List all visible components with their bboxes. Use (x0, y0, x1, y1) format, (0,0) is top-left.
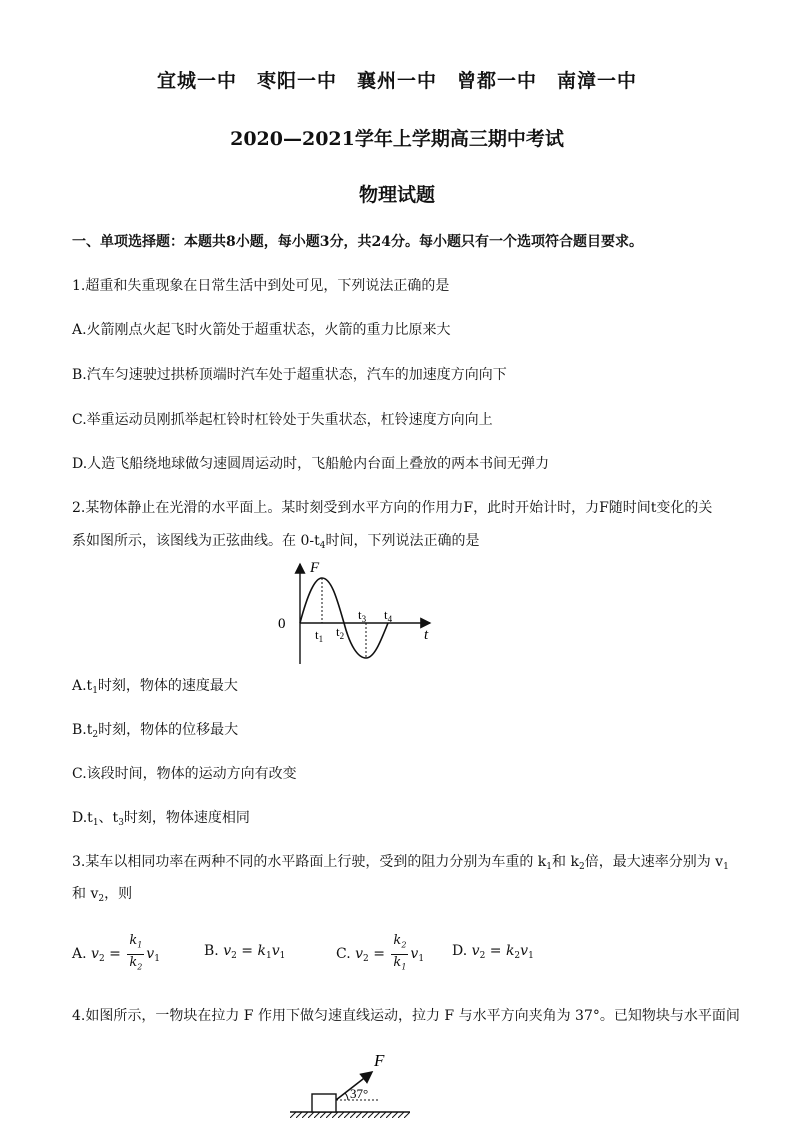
ground-hatch (290, 1112, 410, 1118)
q2-option-c: C.该段时间，物体的运动方向有改变 (72, 766, 297, 782)
block (312, 1094, 336, 1112)
force-label: F (374, 1052, 385, 1070)
q2-option-a: $A.t_1$时刻，物体的速度最大 (72, 678, 238, 696)
q1-option-a: A.火箭刚点火起飞时火箭处于超重状态，火箭的重力比原来大 (72, 322, 451, 338)
exam-title: 2020—2021学年上学期高三期中考试 (230, 128, 564, 150)
graph-y-label: F (310, 560, 320, 576)
q4-stem: 4.如图所示，一物块在拉力 F 作用下做匀速直线运动，拉力 F 与水平方向夹角为 37°。已知物块与水平面间 (72, 1008, 740, 1024)
q1-option-d: D.人造飞船绕地球做匀速圆周运动时，飞船舱内台面上叠放的两本书间无弹力 (72, 456, 550, 472)
q2-stem-line1: 2.某物体静止在光滑的水平面上。某时刻受到水平方向的作用力F，此时开始计时，力F随时间t变化的关 (72, 500, 713, 516)
q1-stem: 1.超重和失重现象在日常生活中到处可见，下列说法正确的是 (72, 278, 450, 294)
angle-arc (345, 1093, 348, 1100)
q3-option-a: A. $v_2$ = $\frac{k_1}{k_2}$ $v_1$ (72, 933, 160, 972)
q3-stem-line1: 3.某车以相同功率在两种不同的水平路面上行驶，受到的阻力分别为车重的 $k_1$和 $k_2$倍，最大速率分别为 $v_1$ (72, 854, 729, 872)
q2-stem-line2: 系如图所示，该图线为正弦曲线。在 $0-t_4$时间，下列说法正确的是 (72, 533, 480, 551)
graph-origin-label: 0 (278, 616, 286, 632)
q2-option-d: $D.t_1$、$t_3$时刻，物体速度相同 (72, 810, 250, 828)
q1-option-b: B.汽车匀速驶过拱桥顶端时汽车处于超重状态，汽车的加速度方向向下 (72, 367, 507, 383)
q4-block-figure (290, 1052, 420, 1123)
graph-t1-label: $t_1$ (315, 627, 324, 644)
graph-x-label: t (424, 627, 429, 643)
sine-curve (300, 578, 388, 658)
q1-option-c: C.举重运动员刚抓举起杠铃时杠铃处于失重状态，杠铃速度方向向上 (72, 412, 493, 428)
angle-label: 37° (350, 1086, 369, 1101)
schools-header: 宜城一中 枣阳一中 襄州一中 曾都一中 南漳一中 (156, 70, 637, 92)
subject-title: 物理试题 (358, 184, 435, 206)
q3-option-d: D. $v_2 = k_2v_1$ (452, 943, 534, 961)
q3-option-c: C. $v_2$ = $\frac{k_2}{k_1}$ $v_1$ (336, 933, 425, 972)
section-heading: 一、单项选择题：本题共8小题，每小题3分，共24分。每小题只有一个选项符合题目要求。 (72, 234, 643, 250)
q2-option-b: $B.t_2$时刻，物体的位移最大 (72, 722, 239, 740)
q2-force-time-graph (270, 558, 440, 668)
graph-t2-label: $t_2$ (336, 624, 345, 641)
q3-stem-line2: 和 $v_2$，则 (72, 886, 133, 904)
graph-t3-label: $t_3$ (358, 607, 367, 624)
graph-t4-label: $t_4$ (384, 607, 393, 624)
q3-option-b: B. $v_2 = k_1v_1$ (204, 943, 286, 961)
